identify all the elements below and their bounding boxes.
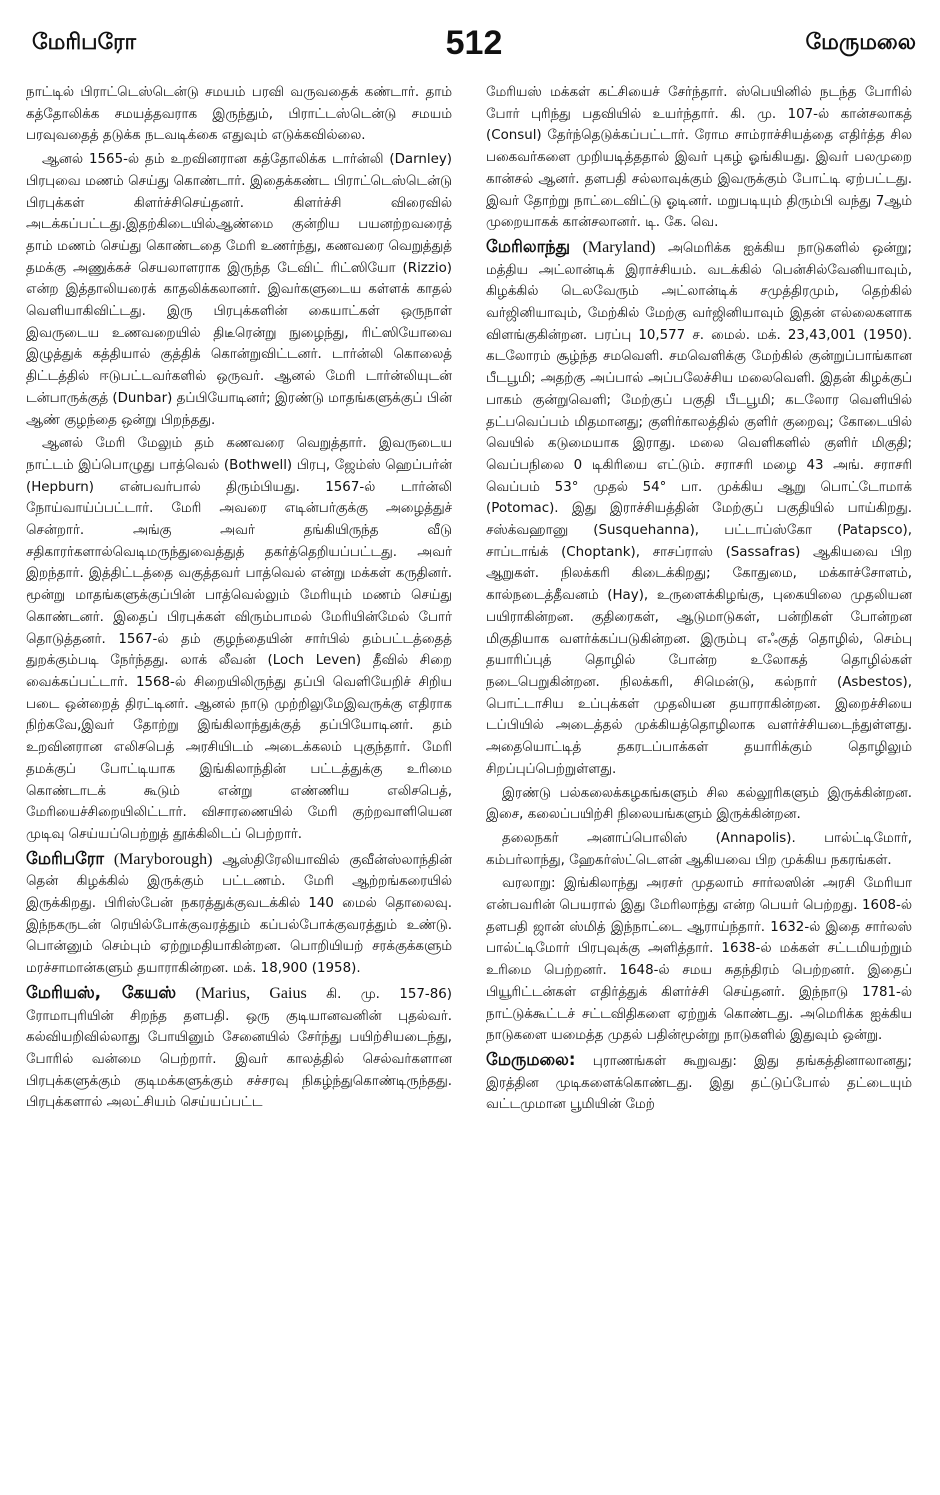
entry-marius (26, 982, 452, 1114)
entry-maryborough (26, 848, 452, 980)
entry-meru-mountain (486, 1049, 912, 1116)
entry-text: கி. மு. 157-86) ரோமாபுரியின் சிறந்த தளபதி. ஒரு குடியானவனின் புதல்வர். கல்வியறிவில்லாது போயினும் சேனையில் சேர்ந்து பயிற்சியடைந்து, போரில் வன்மை பெற்றார். இவர் காலத்தில் செல்வர்களான பிரபுக்களுக்கும் குடிமக்களுக்கும் சச்சரவு நிகழ்ந்துகொண்டிருந்தது. பிரபுக்களால் அலட்சியம் செய்யப்பட்ட (26, 986, 452, 1111)
header-right-word: மேருமலை (805, 30, 916, 55)
header-left-word: மேரிபரோ (32, 30, 137, 55)
paragraph: வரலாறு: இங்கிலாந்து அரசர் முதலாம் சார்லஸின் அரசி மேரியா என்பவரின் பெயரால் இது மேரிலாந்து என்ற பெயர் பெற்றது. 1608-ல் தளபதி ஜான் ஸ்மித் இந்நாட்டை ஆராய்ந்தார். 1632-ல் இதை சார்லஸ் பால்ட்டிமோர் பிரபுவுக்கு அளித்தார். 1638-ல் மக்கள் சட்டமியற்றும் உரிமை பெற்றனர். 1648-ல் சமய சுதந்திரம் பெற்றனர். இதைப் பியூரிட்டன்கள் எதிர்த்துக் கிளர்ச்சி செய்தனர். இந்நாடு 1781-ல் நாட்டுக்கூட்டச் சட்டவிதிகளை ஏற்றுக் கொண்டது. அமெரிக்க ஐக்கிய நாடுகளை யமைத்த முதல் பதின்மூன்று நாடுகளில் இதுவும் ஒன்று. (486, 876, 912, 1044)
entry-text: அமெரிக்க ஐக்கிய நாடுகளில் ஒன்று; மத்திய அட்லான்டிக் இராச்சியம். வடக்கில் பென்சில்வேனியாவும், கிழக்கில் டெலவேரும் அட்லான்டிக் சமுத்திரமும், தெற்கில் வர்ஜினியாவும், மேற்கில் மேற்கு வர்ஜினியாவும் இதன் எல்லைகளாக விளங்குகின்றன. பரப்பு 10,577 ச. மைல். மக். 23,43,001 (1950). கடலோரம் சூழ்ந்த சமவெளி. சமவெளிக்கு மேற்கில் குன்றுப்பாங்கான பீடபூமி; அதற்கு அப்பால் அப்பலேச்சிய மலைவெளி. இதன் கிழக்குப் பாகம் குன்றுவெளி; மேற்குப் பகுதி பீடபூமி; கடலோர வெளியில் தட்பவெப்பம் மிதமானது; குளிர்காலத்தில் குளிர் குறைவு; கோடையில் வெயில் கடுமையாக இராது. மலை வெளிகளில் குளிர் மிகுதி; வெப்பநிலை 0 டிகிரியை எட்டும். சராசரி மழை 43 அங். சராசரி வெப்பம் 53° முதல் 54° பா. முக்கிய ஆறு பொட்டோமாக் (Potomac). இது இராச்சியத்தின் மேற்குப் பகுதியில் பாய்கிறது. சஸ்க்வஹானு (Susquehanna), பட்டாப்ஸ்கோ (Patapsco), சாப்டாங்க் (Choptank), சாசப்ராஸ் (Sassafras) ஆகியவை பிற ஆறுகள். நிலக்கரி கிடைக்கிறது; கோதுமை, மக்காச்சோளம், கால்நடைத்தீவனம் (Hay), உருளைக்கிழங்கு, புகையிலை முதலியன பயிராகின்றன. குதிரைகள், ஆடுமாடுகள், பன்றிகள் போன்றன மிகுதியாக வளர்க்கப்படுகின்றன. இரும்பு எஃகுத் தொழில், செம்பு தயாரிப்புத் தொழில் போன்ற உலோகத் தொழில்கள் நடைபெறுகின்றன. நிலக்கரி, சிமென்டு, கல்நார் (Asbestos), பொட்டாசிய உப்புக்கள் முதலியன தயாராகின்றன. இறைச்சியை டப்பியில் அடைத்தல் முக்கியத்தொழிலாக வளர்ச்சியடைந்துள்ளது. அதையொட்டித் தகரடப்பாக்கள் தயாரிக்கும் தொழிலும் சிறப்புப்பெற்றுள்ளது. (486, 240, 912, 777)
paragraph: நாட்டில் பிராட்டெஸ்டென்டு சமயம் பரவி வருவதைக் கண்டார். தாம் கத்தோலிக்க சமயத்தவராக இருந்தும், பிராட்டஸ்டென்டு சமயம் பரவுவதைத் தடுக்க நடவடிக்கை எதுவும் எடுக்கவில்லை. (26, 85, 452, 144)
paragraph: ஆனல் மேரி மேலும் தம் கணவரை வெறுத்தார். இவருடைய நாட்டம் இப்பொழுது பாத்வெல் (Bothwell) பிரபு, ஜேம்ஸ் ஹெப்பர்ன் (Hepburn) என்பவர்பால் திரும்பியது. 1567-ல் டார்ன்லி நோய்வாய்ப்பட்டார். மேரி அவரை எடின்பர்குக்கு அழைத்துச் சென்றார். அங்கு அவர் தங்கியிருந்த வீடு சதிகாரர்களால்வெடிமருந்துவைத்துத் தகர்த்தெறியப்பட்டது. அவர் இறந்தார். இத்திட்டத்தை வகுத்தவர் பாத்வெல் என்று மக்கள் கருதினர். மூன்று மாதங்களுக்குப்பின் பாத்வெல்லும் மேரியும் மணம் செய்து கொண்டனர். இதைப் பிரபுக்கள் விரும்பாமல் மேரியின்மேல் போர் தொடுத்தனர். 1567-ல் தம் குழந்தையின் சார்பில் தம்பட்டத்தைத் துறக்கும்படி நேர்ந்தது. லாக் லீவன் (Loch Leven) தீவில் சிறை வைக்கப்பட்டார். 1568-ல் சிறையிலிருந்து தப்பி வெளியேறிச் சிறிய படை ஒன்றைத் திரட்டினர். ஆனல் நாடு முற்றிலுமேஇவருக்கு எதிராக நிற்கவே,இவர் தோற்று இங்கிலாந்துக்குத் தப்பியோடினர். தம் உறவினரான எலிசபெத் அரசியிடம் அடைக்கலம் புகுந்தார். மேரி தமக்குப் போட்டியாக இங்கிலாந்தின் பட்டத்துக்கு உரிமை கொண்டாடக் கூடும் என்று எண்ணிய எலிசபெத், மேரியைச்சிறையிலிட்டார். விசாரணையில் மேரி குற்றவாளியென முடிவு செய்யப்பெற்றுத் தூக்கிலிடப் பெற்றார். (26, 436, 452, 842)
entry-headword: மேரிபரோ (26, 848, 105, 868)
entry-roman-name: (Maryland) (582, 238, 656, 256)
paragraph: தலைநகர் அனாப்பொலிஸ் (Annapolis). பால்ட்டிமோர், கம்பர்லாந்து, ஹேகர்ஸ்ட்டௌன் ஆகியவை பிற முக்கிய நகரங்கள். (486, 830, 912, 868)
right-column (486, 82, 912, 1467)
paragraph: இரண்டு பல்கலைக்கழகங்களும் சில கல்லூரிகளும் இருக்கின்றன. இசை, கலைப்பயிற்சி நிலையங்களும் இருக்கின்றன. (486, 785, 912, 823)
entry-headword: மேரிலாந்து (486, 236, 571, 256)
entry-headword: மேரியஸ், கேயஸ் (26, 982, 177, 1002)
entry-roman-name: (Maryborough) (113, 850, 213, 868)
paragraph: மேரியஸ் மக்கள் கட்சியைச் சேர்ந்தார். ஸ்பெயினில் நடந்த போரில் போர் புரிந்து பதவியில் உயர்ந்தார். கி. மு. 107-ல் கான்சலாகத் (Consul) தேர்ந்தெடுக்கப்பட்டார். ரோம சாம்ராச்சியத்தை எதிர்த்த சில பகைவர்களை முறியடித்ததால் இவர் புகழ் ஓங்கியது. இவர் பலமுறை கான்சல் ஆனர். தளபதி சல்லாவுக்கும் இவருக்கும் போட்டி ஏற்பட்டது. இவர் தோற்று நாட்டைவிட்டு ஓடினர். மறுபடியும் திரும்பி வந்து 7ஆம் முறையாகக் கான்சலானர். டி. கே. வெ. (486, 85, 912, 231)
entry-maryland (486, 236, 912, 781)
running-header (32, 24, 916, 70)
entry-roman-name: (Marius, Gaius (195, 984, 307, 1002)
page-number: 512 (445, 24, 503, 62)
entry-text: புராணங்கள் கூறுவது: இது தங்கத்தினாலானது; இரத்தின முடிகளைக்கொண்டது. இது தட்டுப்போல் தட்டையும் வட்டமுமான பூமியின் மேற் (486, 1053, 912, 1113)
paragraph: ஆனல் 1565-ல் தம் உறவினரான கத்தோலிக்க டார்ன்லி (Darnley) பிரபுவை மணம் செய்து கொண்டார். இதைக்கண்ட பிராட்டெஸ்டென்டு பிரபுக்கள் கிளர்ச்சிசெய்தனர். கிளர்ச்சி விரைவில் அடக்கப்பட்டது.இதற்கிடையில்ஆண்மை குன்றிய பயனற்றவரைத் தாம் மணம் செய்து கொண்டதை மேரி உணர்ந்து, கணவரை வெறுத்துத் தமக்கு அணுக்கச் செயலாளராக இருந்த டேவிட் ரிட்ஸியோ (Rizzio) என்ற இத்தாலியரைக் காதலிக்கலானர். இவர்களுடைய கள்ளக் காதல் வெளியாகிவிட்டது. இரு பிரபுக்களின் கையாட்கள் ஒருநாள் இவருடைய உணவறையில் திடீரென்று நுழைந்து, ரிட்ஸியோவை இழுத்துக் கத்தியால் குத்திக் கொன்றுவிட்டனர். டார்ன்லி கொலைத் திட்டத்தில் ஈடுபட்டவர்களில் ஒருவர். ஆனல் மேரி டார்ன்லியுடன் டன்பாருக்குத் (Dunbar) தப்பியோடினர்; இரண்டு மாதங்களுக்குப் பின் ஆண் குழந்தை ஒன்று பிறந்தது. (26, 152, 452, 428)
left-column (26, 82, 452, 1467)
entry-text: ஆஸ்திரேலியாவில் குவீன்ஸ்லாந்தின் தென் கிழக்கில் இருக்கும் பட்டணம். மேரி ஆற்றங்கரையில் இருக்கிறது. பிரிஸ்பேன் நகரத்துக்குவடக்கில் 140 மைல் தொலைவு. இந்நகருடன் ரெயில்போக்குவரத்தும் கப்பல்போக்குவரத்தும் உண்டு. பொன்னும் செம்பும் ஏற்றுமதியாகின்றன. பொறியியற் சரக்குக்களும் மரச்சாமான்களும் தயாராகின்றன. மக். 18,900 (1958). (26, 852, 452, 977)
entry-headword: மேருமலை: (486, 1049, 576, 1069)
